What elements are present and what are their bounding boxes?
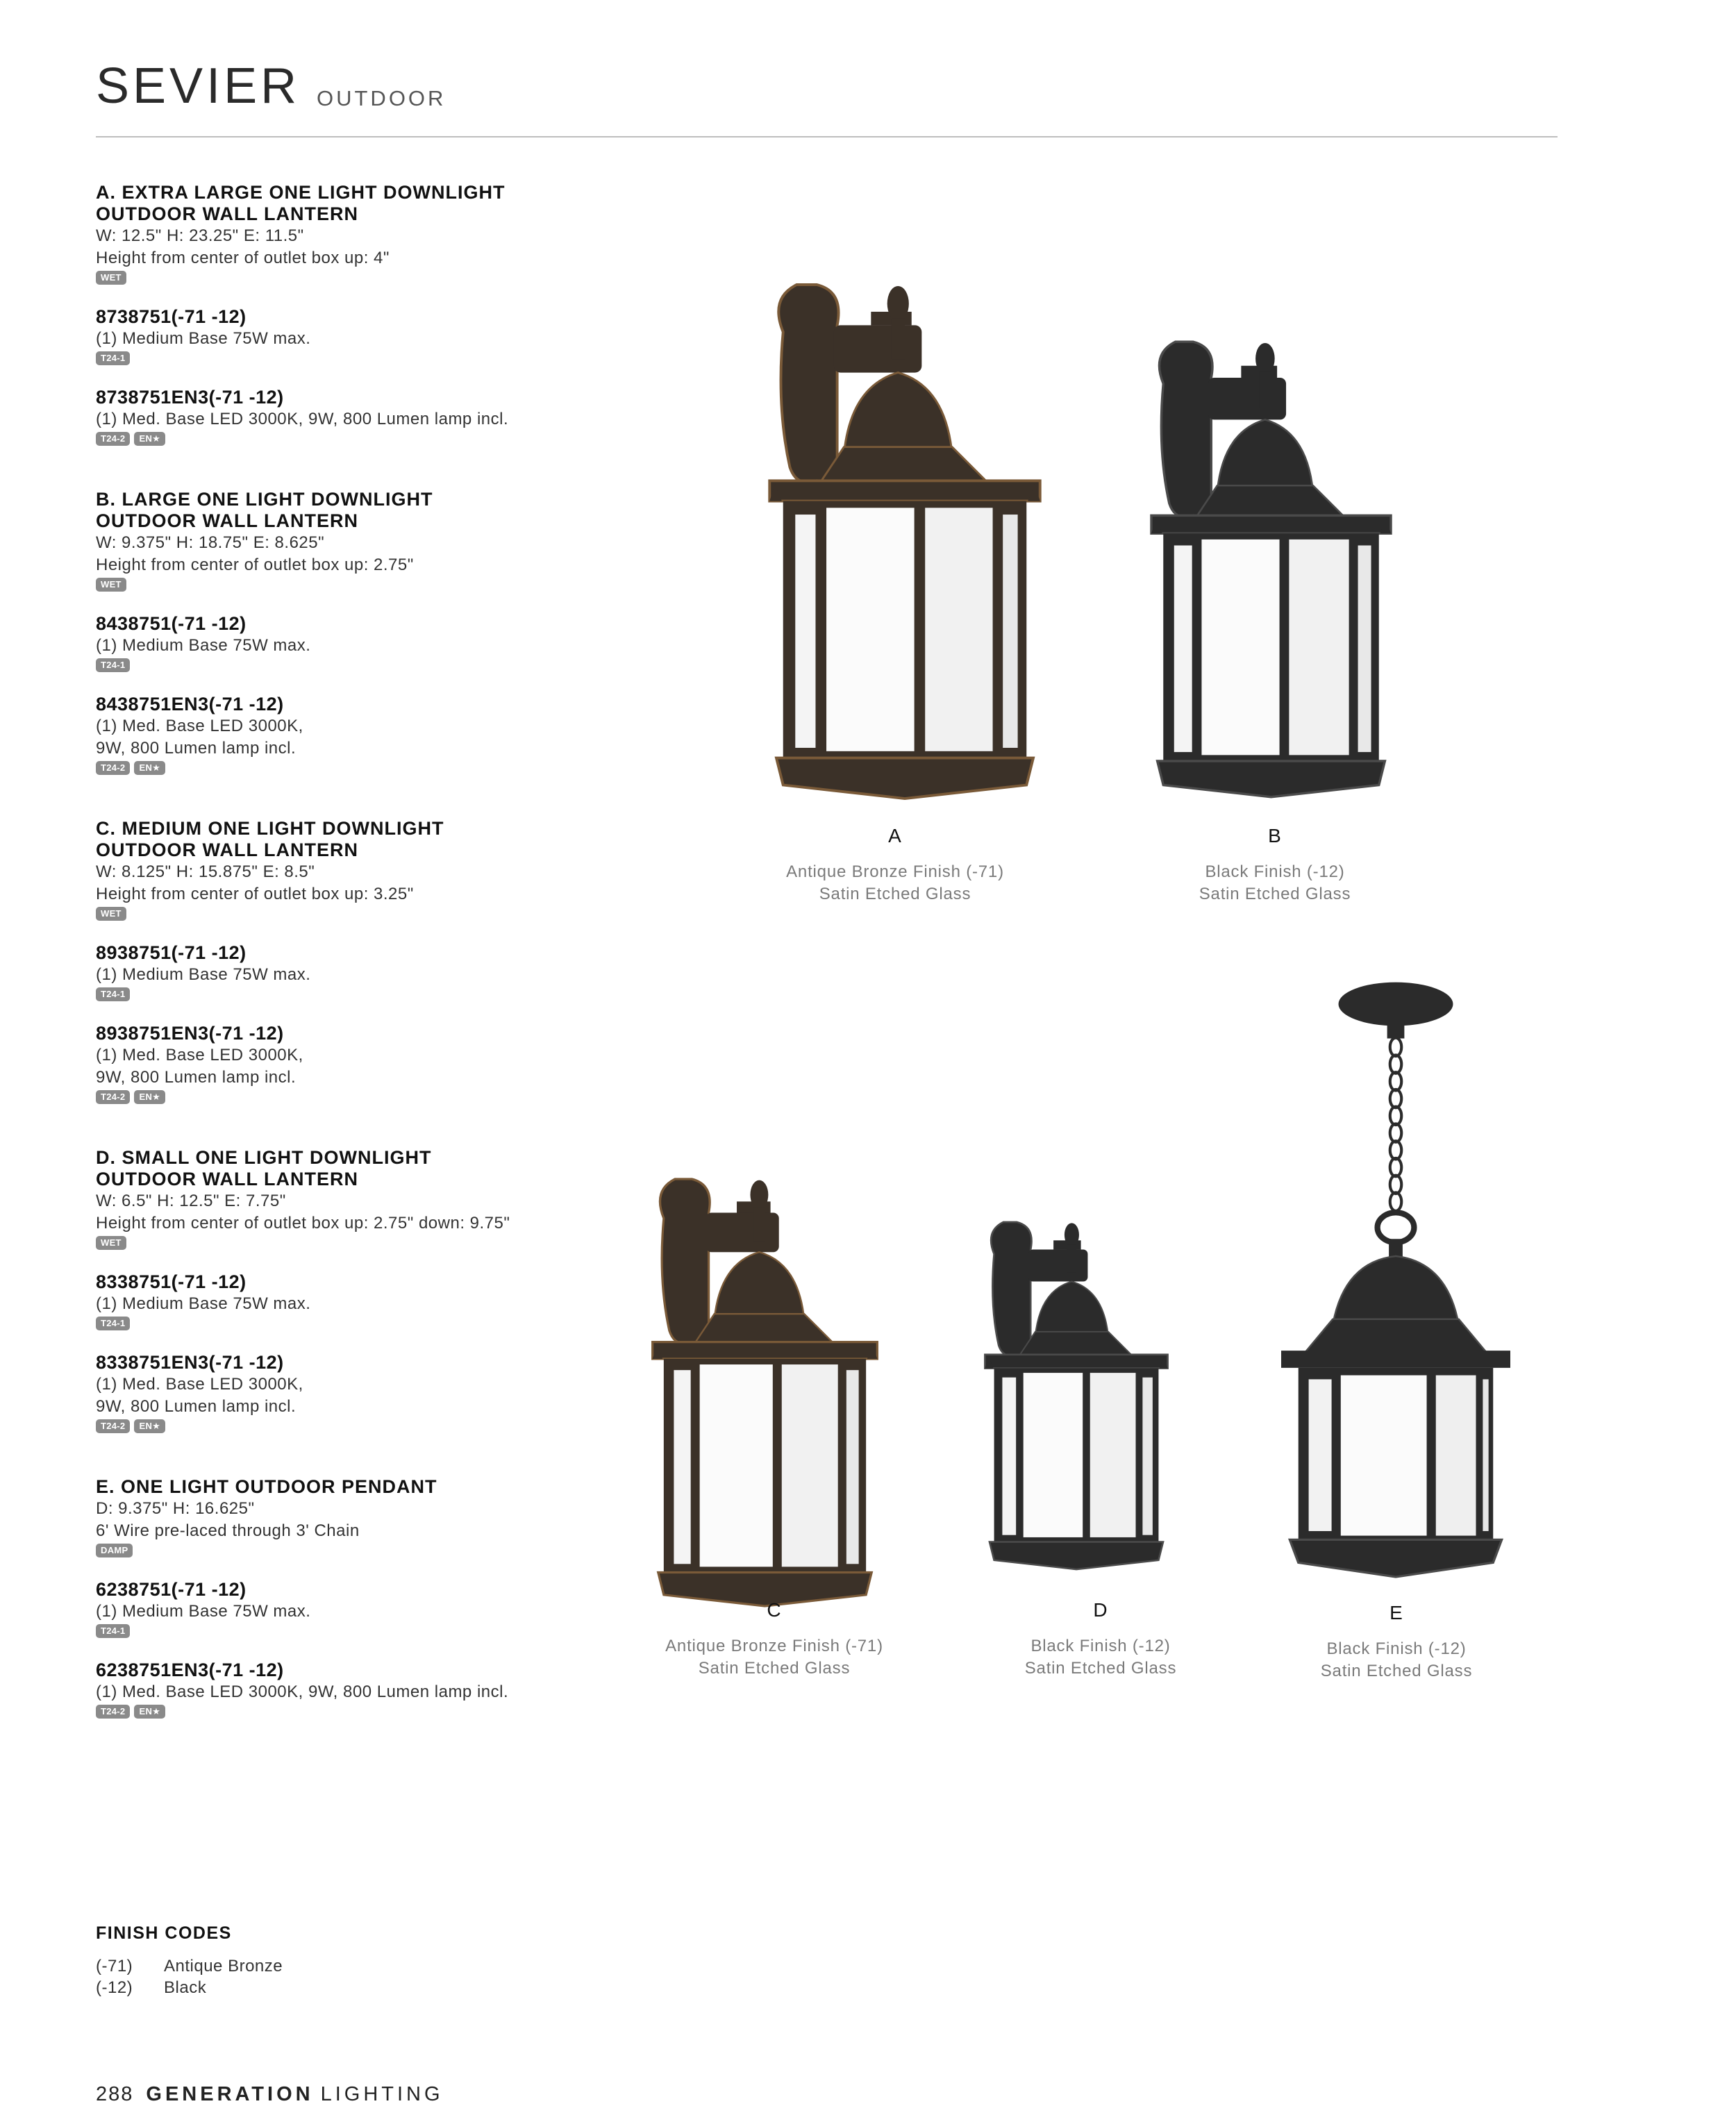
model-number: 6238751(-71 -12) [96, 1579, 247, 1600]
product-mounting-note: Height from center of outlet box up: 4" [96, 249, 390, 267]
certification-badges [96, 761, 582, 779]
product-mounting-note: 6' Wire pre-laced through 3' Chain [96, 1521, 360, 1540]
model-description: (1) Med. Base LED 3000K, [96, 1375, 303, 1394]
certification-badge: EN★ [134, 1419, 165, 1433]
certification-badges [96, 1705, 582, 1723]
wall-lantern-image [972, 1222, 1180, 1569]
photo-caption-c [628, 1635, 920, 1680]
brand-name-light: LIGHTING [320, 2083, 444, 2105]
model-description: 9W, 800 Lumen lamp incl. [96, 1397, 297, 1416]
caption-finish: Antique Bronze Finish (-71) [786, 862, 1004, 881]
product-dimensions: W: 8.125" H: 15.875" E: 8.5" [96, 862, 315, 881]
wall-lantern-image [652, 1179, 878, 1606]
location-rating-badge: DAMP [96, 1544, 133, 1557]
certification-badge: T24-1 [96, 351, 130, 365]
certification-badges [96, 987, 582, 1005]
product-title-line2: OUTDOOR WALL LANTERN [96, 1169, 358, 1189]
certification-badge: EN★ [134, 1090, 165, 1104]
model-number: 8438751EN3(-71 -12) [96, 694, 284, 715]
product-title: B. LARGE ONE LIGHT DOWNLIGHT [96, 489, 433, 510]
certification-badge: T24-1 [96, 1317, 130, 1330]
product-title-line2: OUTDOOR WALL LANTERN [96, 510, 358, 531]
model-description: (1) Medium Base 75W max. [96, 965, 311, 984]
photo-letter-b: B [1268, 825, 1282, 846]
certification-badge: EN★ [134, 432, 165, 446]
photo-letter-e: E [1389, 1602, 1403, 1623]
model-description: (1) Medium Base 75W max. [96, 1294, 311, 1313]
certification-badge: EN★ [134, 1705, 165, 1719]
photo-caption-e [1251, 1638, 1542, 1682]
model-number: 8738751EN3(-71 -12) [96, 387, 284, 408]
certification-badge: T24-1 [96, 1624, 130, 1638]
page-number: 288 [96, 2083, 134, 2105]
photo-letter-a: A [888, 825, 902, 846]
product-block [96, 1476, 582, 1762]
product-block [96, 818, 582, 1147]
model-number: 8438751(-71 -12) [96, 613, 247, 634]
certification-badge: T24-1 [96, 658, 130, 672]
brand-name-bold: GENERATION [146, 2083, 314, 2105]
product-title: E. ONE LIGHT OUTDOOR PENDANT [96, 1476, 437, 1497]
product-mounting-note: Height from center of outlet box up: 3.25" [96, 885, 414, 903]
caption-finish: Black Finish (-12) [1205, 862, 1345, 881]
certification-badges [96, 1090, 582, 1108]
model-description: 9W, 800 Lumen lamp incl. [96, 1068, 297, 1087]
certification-badges [96, 1419, 582, 1437]
model-number: 6238751EN3(-71 -12) [96, 1660, 284, 1680]
product-block [96, 182, 582, 489]
photo-caption-b [1129, 861, 1421, 905]
certification-badges [96, 1624, 582, 1642]
model-description: (1) Med. Base LED 3000K, [96, 1046, 303, 1064]
finish-codes-heading: FINISH CODES [96, 1923, 232, 1943]
finish-codes-list [96, 1957, 443, 2005]
page-footer [96, 2083, 444, 2106]
certification-badge: EN★ [134, 761, 165, 775]
product-dimensions: W: 9.375" H: 18.75" E: 8.625" [96, 533, 325, 552]
caption-glass: Satin Etched Glass [819, 885, 971, 903]
certification-badge: T24-1 [96, 987, 130, 1001]
product-mounting-note: Height from center of outlet box up: 2.75" down: 9.75" [96, 1214, 510, 1233]
photo-letter-d: D [1093, 1599, 1108, 1621]
product-title-line2: OUTDOOR WALL LANTERN [96, 839, 358, 860]
model-description: (1) Medium Base 75W max. [96, 1602, 311, 1621]
product-title: C. MEDIUM ONE LIGHT DOWNLIGHT [96, 818, 444, 839]
model-description: (1) Med. Base LED 3000K, 9W, 800 Lumen lamp incl. [96, 410, 509, 428]
model-description: (1) Med. Base LED 3000K, 9W, 800 Lumen lamp incl. [96, 1682, 509, 1701]
model-number: 8738751(-71 -12) [96, 306, 247, 327]
product-spec-list [96, 182, 582, 1762]
location-rating-badge: WET [96, 271, 126, 285]
finish-code: (-71) [96, 1957, 133, 1975]
certification-badge: T24-2 [96, 1705, 130, 1719]
finish-code: (-12) [96, 1978, 133, 1997]
certification-badges [96, 432, 582, 450]
location-rating-badge: WET [96, 578, 126, 592]
photo-caption-d [955, 1635, 1246, 1680]
certification-badge: T24-2 [96, 761, 130, 775]
model-description: (1) Medium Base 75W max. [96, 329, 311, 348]
certification-badge: T24-2 [96, 1419, 130, 1433]
page-title: SEVIER [96, 58, 301, 114]
finish-name: Antique Bronze [164, 1957, 283, 1975]
certification-badge: T24-2 [96, 1090, 130, 1104]
certification-badges [96, 1317, 582, 1335]
product-mounting-note: Height from center of outlet box up: 2.75" [96, 555, 414, 574]
finish-name: Black [164, 1978, 207, 1997]
product-block [96, 1147, 582, 1476]
location-rating-badge: WET [96, 1236, 126, 1250]
caption-glass: Satin Etched Glass [1320, 1662, 1473, 1680]
wall-lantern-image [769, 285, 1040, 799]
product-dimensions: W: 12.5" H: 23.25" E: 11.5" [96, 226, 304, 245]
certification-badges [96, 351, 582, 369]
product-title: A. EXTRA LARGE ONE LIGHT DOWNLIGHT [96, 182, 506, 203]
header-divider [96, 136, 1558, 137]
certification-badge: T24-2 [96, 432, 130, 446]
product-block [96, 489, 582, 818]
caption-finish: Black Finish (-12) [1030, 1637, 1171, 1655]
product-title: D. SMALL ONE LIGHT DOWNLIGHT [96, 1147, 432, 1168]
caption-finish: Antique Bronze Finish (-71) [665, 1637, 883, 1655]
caption-glass: Satin Etched Glass [698, 1659, 851, 1678]
model-number: 8338751(-71 -12) [96, 1271, 247, 1292]
model-number: 8938751EN3(-71 -12) [96, 1023, 284, 1044]
photo-caption-a [749, 861, 1041, 905]
pendant-lantern-image [1281, 980, 1510, 1578]
wall-lantern-image [1151, 342, 1391, 797]
certification-badges [96, 658, 582, 676]
model-description: (1) Medium Base 75W max. [96, 636, 311, 655]
model-description: 9W, 800 Lumen lamp incl. [96, 739, 297, 758]
model-number: 8938751(-71 -12) [96, 942, 247, 963]
model-number: 8338751EN3(-71 -12) [96, 1352, 284, 1373]
location-rating-badge: WET [96, 907, 126, 921]
model-description: (1) Med. Base LED 3000K, [96, 717, 303, 735]
caption-finish: Black Finish (-12) [1326, 1639, 1467, 1658]
product-title-line2: OUTDOOR WALL LANTERN [96, 203, 358, 224]
product-dimensions: D: 9.375" H: 16.625" [96, 1499, 255, 1518]
product-dimensions: W: 6.5" H: 12.5" E: 7.75" [96, 1192, 286, 1210]
photo-letter-c: C [767, 1599, 782, 1621]
page-subtitle: OUTDOOR [317, 86, 446, 110]
caption-glass: Satin Etched Glass [1024, 1659, 1177, 1678]
caption-glass: Satin Etched Glass [1199, 885, 1351, 903]
